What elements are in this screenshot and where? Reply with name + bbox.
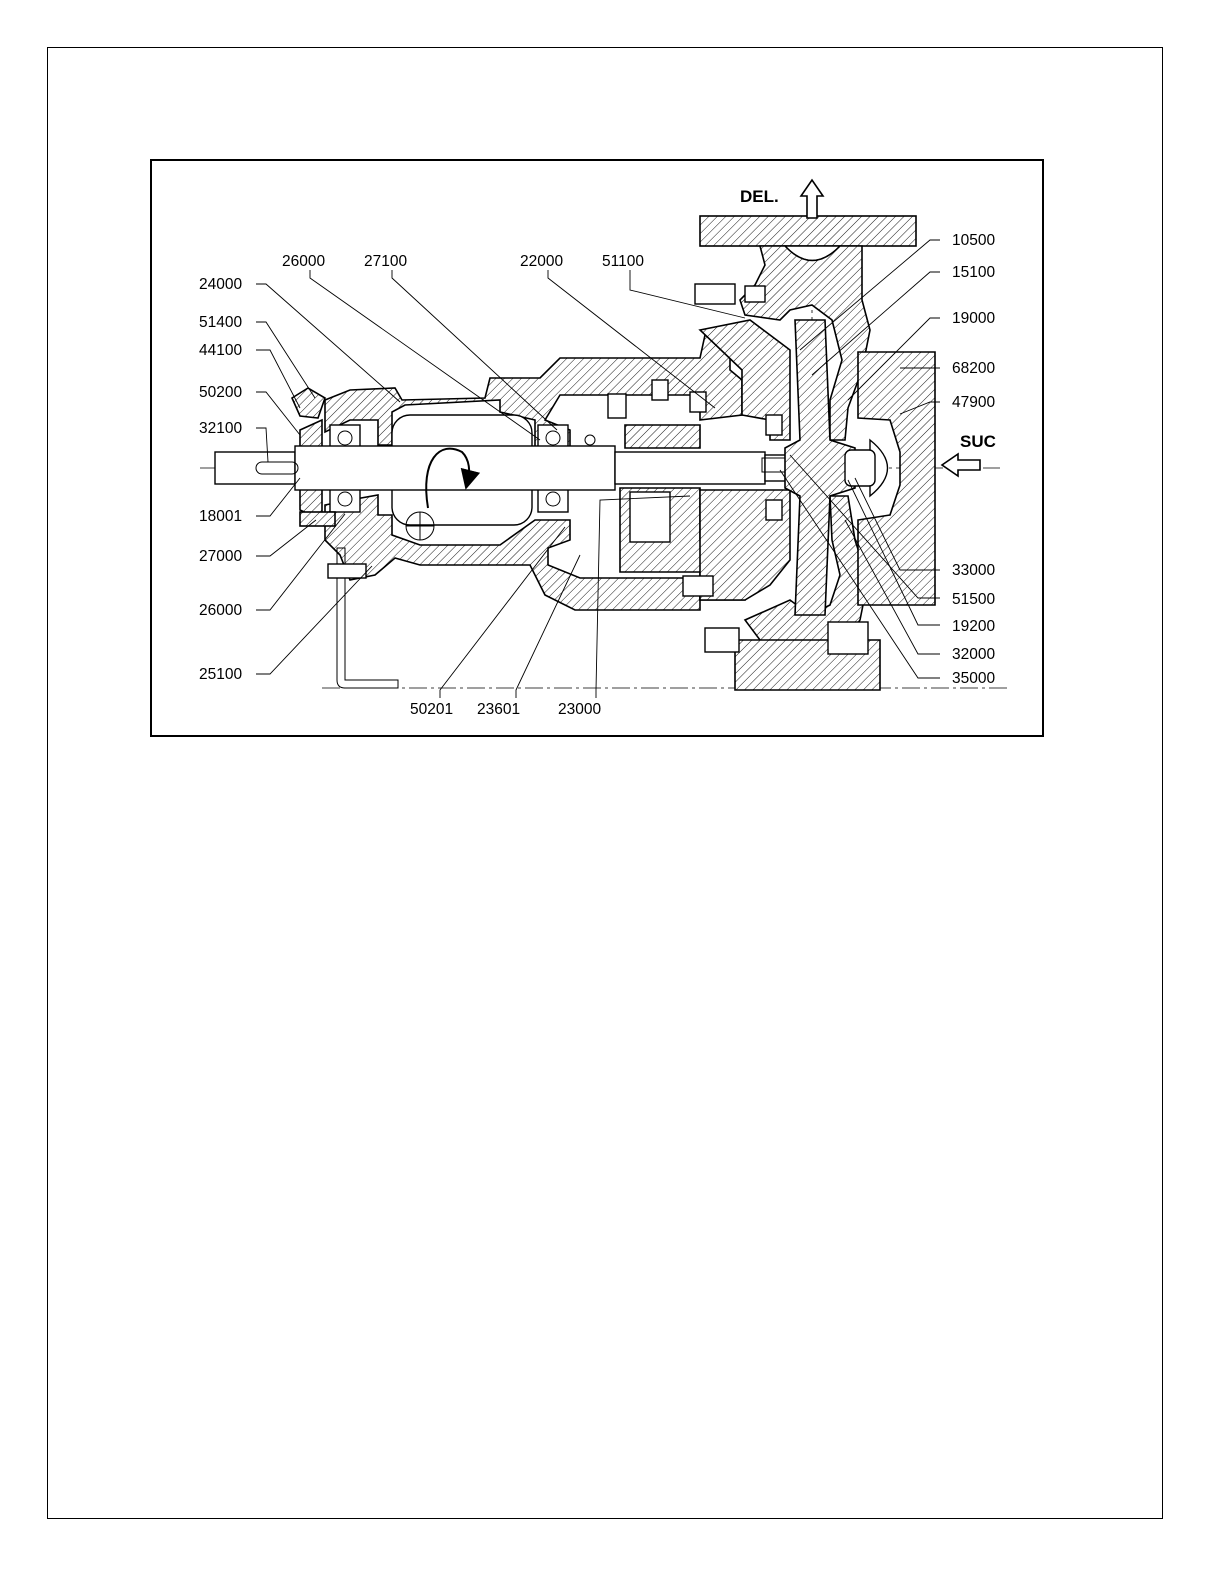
part-label-26000-bottom: 26000 — [199, 602, 243, 619]
part-label-35000: 35000 — [952, 670, 996, 687]
part-label-44100: 44100 — [199, 342, 243, 359]
part-label-47900: 47900 — [952, 394, 996, 411]
part-label-68200: 68200 — [952, 360, 996, 377]
part-label-19200: 19200 — [952, 618, 996, 635]
part-label-10500: 10500 — [952, 232, 996, 249]
part-label-51400: 51400 — [199, 314, 243, 331]
part-label-50200: 50200 — [199, 384, 243, 401]
part-label-27000: 27000 — [199, 548, 243, 565]
part-label-27100: 27100 — [364, 253, 408, 270]
part-label-22000: 22000 — [520, 253, 564, 270]
part-label-23000: 23000 — [558, 701, 602, 718]
part-label-51500: 51500 — [952, 591, 996, 608]
delivery-label: DEL. — [740, 187, 779, 206]
part-label-24000: 24000 — [199, 276, 243, 293]
part-label-18001: 18001 — [199, 508, 243, 525]
part-label-32100: 32100 — [199, 420, 243, 437]
part-label-26000-top: 26000 — [282, 253, 326, 270]
part-label-15100: 15100 — [952, 264, 996, 281]
part-label-25100: 25100 — [199, 666, 243, 683]
part-label-32000: 32000 — [952, 646, 996, 663]
part-label-23601: 23601 — [477, 701, 521, 718]
part-label-33000: 33000 — [952, 562, 996, 579]
part-label-19000: 19000 — [952, 310, 996, 327]
part-label-51100: 51100 — [602, 253, 644, 270]
part-label-50201: 50201 — [410, 701, 454, 718]
suction-label: SUC — [960, 432, 996, 451]
pump-shaft — [215, 446, 845, 490]
